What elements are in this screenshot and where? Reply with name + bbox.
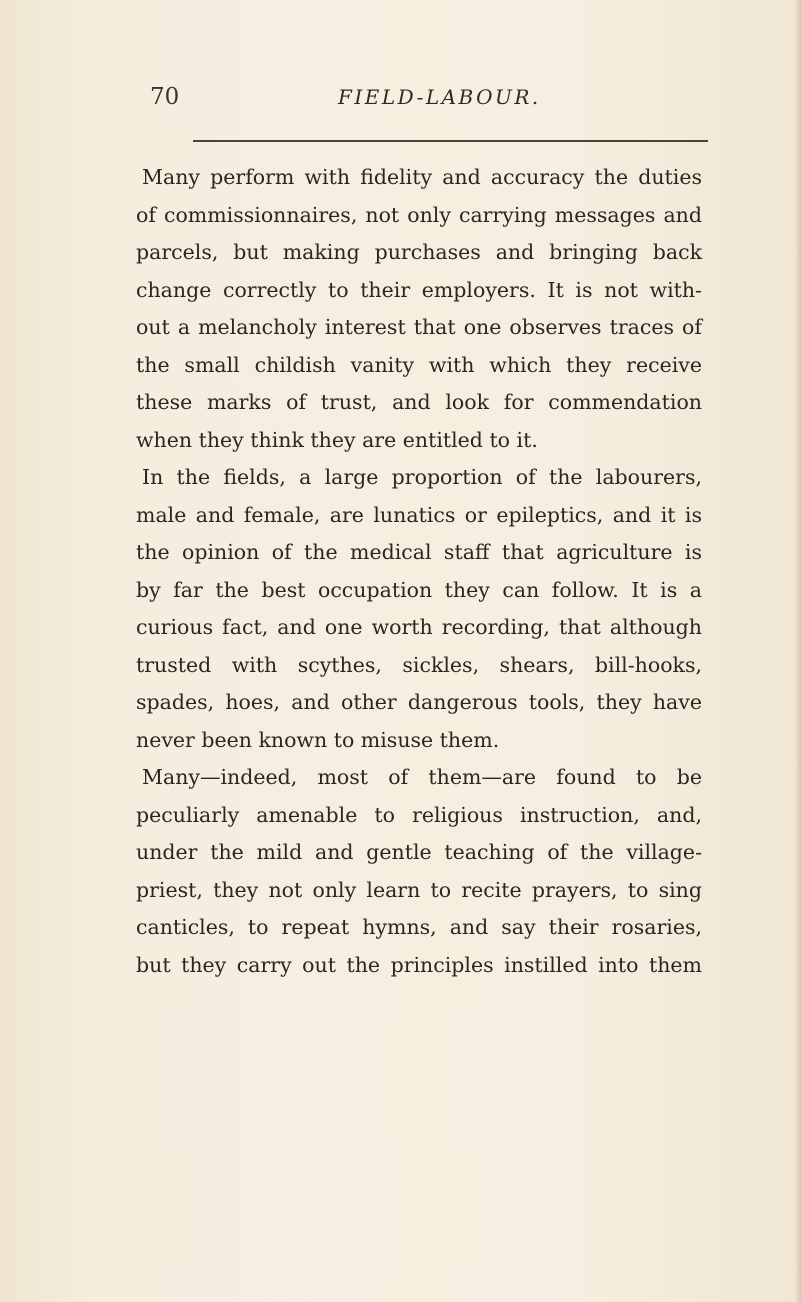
text-line: these marks of trust, and look for commendation — [136, 390, 702, 414]
header-rule — [193, 140, 708, 142]
page-edge-shadow — [795, 0, 801, 1302]
body-text — [136, 159, 702, 984]
text-line: Many—indeed, most of them—are found to be — [142, 765, 702, 789]
text-line: of commissionnaires, not only carrying messages and — [136, 202, 702, 227]
text-line: In the fields, a large proportion of the labourers, — [142, 465, 702, 489]
text-line: trusted with scythes, sickles, shears, bill-hooks, — [136, 652, 702, 677]
text-line: Many perform with fidelity and accuracy the duties — [142, 165, 702, 189]
text-line: the opinion of the medical staff that agriculture is — [136, 540, 702, 564]
text-line: but they carry out the principles instilled into them — [136, 952, 702, 977]
page-number: 70 — [150, 84, 180, 110]
text-line: priest, they not only learn to recite prayers, to sing — [136, 877, 702, 902]
text-line: parcels, but making purchases and bringing back — [136, 240, 702, 264]
text-line: out a melancholy interest that one observes traces of — [136, 315, 702, 339]
text-line: change correctly to their employers. It is not with- — [136, 277, 702, 302]
text-line: the small childish vanity with which they receive — [136, 352, 702, 377]
text-line: never been known to misuse them. — [136, 727, 500, 752]
text-line: when they think they are entitled to it. — [136, 427, 538, 452]
running-head — [150, 84, 710, 118]
text-line: spades, hoes, and other dangerous tools, they have — [136, 690, 702, 714]
text-line: canticles, to repeat hymns, and say their rosaries, — [136, 915, 702, 939]
text-line: by far the best occupation they can follow. It is a — [136, 577, 702, 602]
text-line: male and female, are lunatics or epileptics, and it is — [136, 502, 702, 527]
text-line: peculiarly amenable to religious instruction, and, — [136, 802, 702, 827]
text-line: curious fact, and one worth recording, that although — [136, 615, 702, 639]
text-line: under the mild and gentle teaching of the village- — [136, 840, 702, 864]
running-title: FIELD-LABOUR. — [338, 85, 541, 109]
